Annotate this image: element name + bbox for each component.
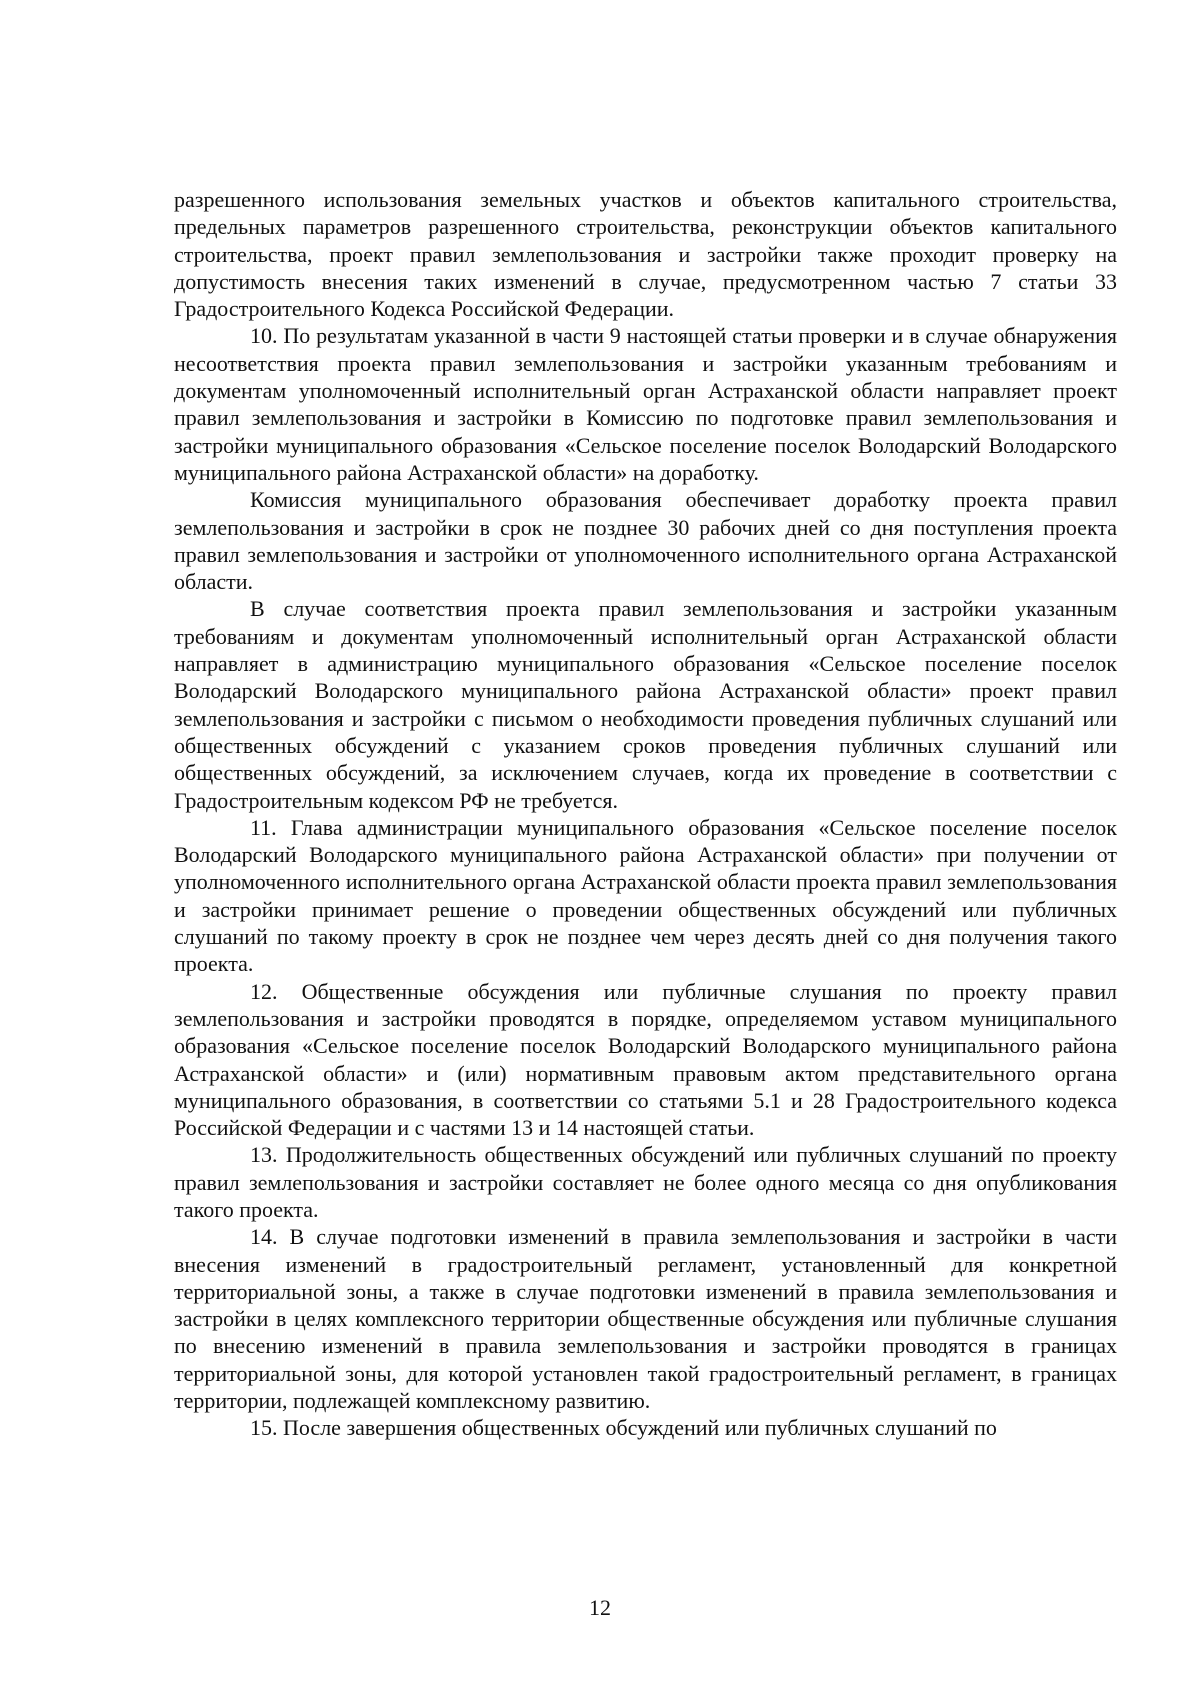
page-number: 12 xyxy=(589,1595,611,1620)
paragraph-item-13: 13. Продолжительность общественных обсуждений или публичных слушаний по проекту правил землепользования и застройки составляет не более одного месяца со дня опубликования такого проекта. xyxy=(174,1142,1117,1222)
document-body xyxy=(174,186,1117,1442)
paragraph-item-10: 10. По результатам указанной в части 9 настоящей статьи проверки и в случае обнаружения несоответствия проекта правил землепользования и застройки указанным требованиям и документам уполномоченный исполнительный орган Астраханской области направляет проект правил землепользования и застройки в Комиссию по подготовке правил землепользования и застройки муниципального образования «Сельское поселение поселок Володарский Володарского муниципального района Астраханской области» на доработку. xyxy=(174,323,1117,485)
paragraph-item-15: 15. После завершения общественных обсуждений или публичных слушаний по xyxy=(250,1415,997,1441)
paragraph-item-11: 11. Глава администрации муниципального образования «Сельское поселение поселок Володарский Володарского муниципального района Астраханской области» при получении от уполномоченного исполнительного органа Астраханской области проекта правил землепользования и застройки принимает решение о проведении общественных обсуждений или публичных слушаний по такому проекту в срок не позднее чем через десять дней со дня получения такого проекта. xyxy=(174,814,1117,977)
paragraph-item-12: 12. Общественные обсуждения или публичные слушания по проекту правил землепользования и застройки проводятся в порядке, определяемом уставом муниципального образования «Сельское поселение поселок Володарский Володарского муниципального района Астраханской области» и (или) нормативным правовым актом представительного органа муниципального образования, в соответствии со статьями 5.1 и 28 Градостроительного кодекса Российской Федерации и с частями 13 и 14 настоящей статьи. xyxy=(174,978,1117,1141)
paragraph-commission-revision: Комиссия муниципального образования обеспечивает доработку проекта правил землепользования и застройки в срок не позднее 30 рабочих дней со дня поступления проекта правил землепользования и застройки от уполномоченного исполнительного органа Астраханской области. xyxy=(174,487,1117,595)
paragraph-continuation: разрешенного использования земельных участков и объектов капитального строительства, предельных параметров разрешенного строительства, реконструкции объектов капитального строительства, проект правил землепользования и застройки также проходит проверку на допустимость внесения таких изменений в случае, предусмотренном частью 7 статьи 33 Градостроительного Кодекса Российской Федерации. xyxy=(174,187,1117,322)
paragraph-compliance-case: В случае соответствия проекта правил землепользования и застройки указанным требованиям и документам уполномоченный исполнительный орган Астраханской области направляет в администрацию муниципального образования «Сельское поселение поселок Володарский Володарского муниципального района Астраханской области» проект правил землепользования и застройки с письмом о необходимости проведения публичных слушаний или общественных обсуждений с указанием сроков проведения публичных слушаний или общественных обсуждений, за исключением случаев, когда их проведение в соответствии с Градостроительным кодексом РФ не требуется. xyxy=(174,596,1117,813)
paragraph-item-14: 14. В случае подготовки изменений в правила землепользования и застройки в части внесения изменений в градостроительный регламент, установленный для конкретной территориальной зоны, а также в случае подготовки изменений в правила землепользования и застройки в целях комплексного территории общественные обсуждения или публичные слушания по внесению изменений в правила землепользования и застройки проводятся в границах территориальной зоны, для которой установлен такой градостроительный регламент, в границах территории, подлежащей комплексному развитию. xyxy=(174,1224,1117,1414)
